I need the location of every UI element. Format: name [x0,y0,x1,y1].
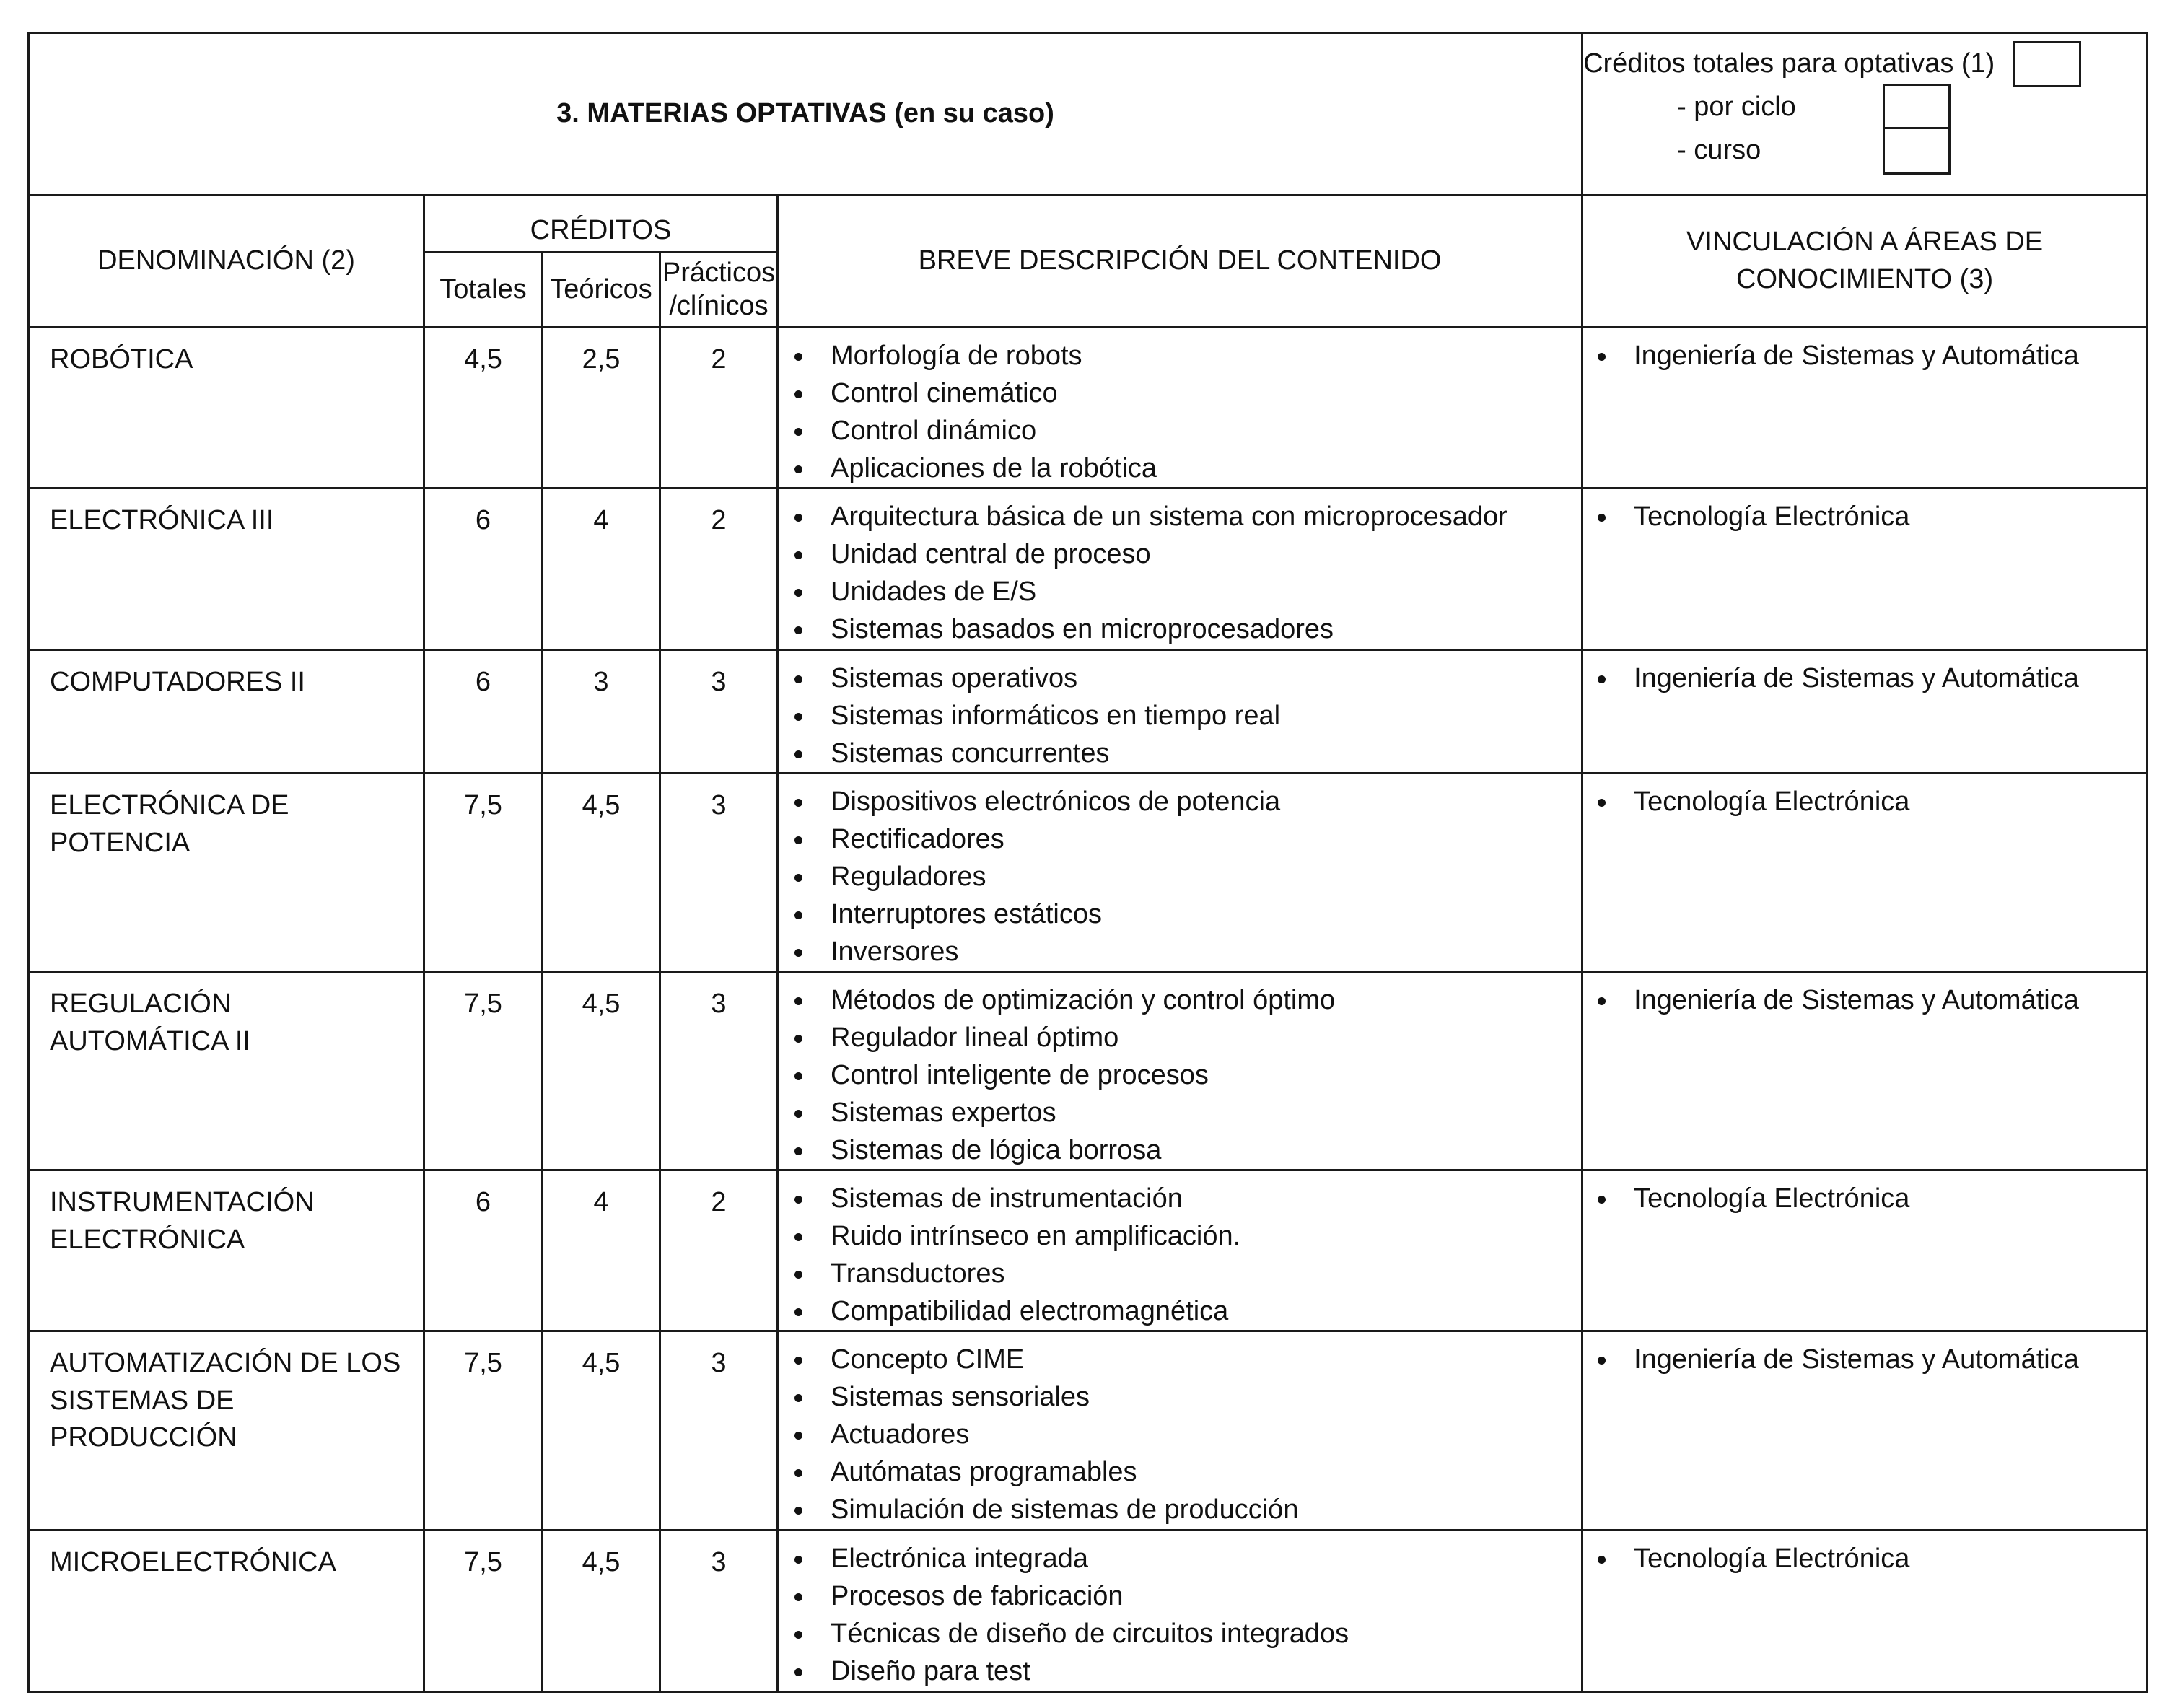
bullet-icon [794,1432,802,1440]
bullet-icon [794,514,802,522]
list-item [787,735,1575,772]
credits-practicos: 2 [660,1170,778,1331]
bullet-icon [1598,514,1606,522]
subject-name-line: REGULACIÓN [50,989,232,1019]
content-description [778,972,1582,1170]
area-list [1590,337,2140,375]
table-row [29,774,2148,972]
knowledge-area [1582,1331,2148,1530]
bullet-icon [794,1631,802,1639]
list-item [787,1131,1575,1169]
list-item [787,1255,1575,1292]
list-item [787,981,1575,1019]
credits-practicos: 3 [660,1331,778,1530]
area-text: Ingeniería de Sistemas y Automática [1634,985,2079,1015]
content-description [778,1530,1582,1692]
list-item [787,1491,1575,1528]
list-item-text: Control cinemático [831,378,1058,408]
creditos-totales-field[interactable] [2013,41,2081,87]
area-list [1590,660,2140,697]
bullet-icon [794,1072,802,1080]
list-item [787,933,1575,971]
area-list [1590,783,2140,820]
list-item [787,450,1575,487]
list-item-text: Unidad central de proceso [831,539,1151,569]
area-text: Ingeniería de Sistemas y Automática [1634,663,2079,693]
denominacion-header: DENOMINACIÓN (2) [29,196,424,328]
list-item [787,783,1575,820]
list-item-text: Sistemas expertos [831,1098,1056,1128]
content-list [787,783,1575,971]
credits-teoricos: 4,5 [543,972,660,1170]
bullet-icon [794,390,802,398]
list-item-text: Interruptores estáticos [831,899,1102,929]
content-description [778,774,1582,972]
list-item-text: Técnicas de diseño de circuitos integrados [831,1619,1349,1649]
list-item-text: Autómatas programables [831,1457,1137,1487]
list-item [787,1341,1575,1378]
list-item-text: Diseño para test [831,1656,1030,1686]
list-item-text: Sistemas concurrentes [831,738,1110,768]
bullet-icon [794,465,802,473]
credits-practicos: 3 [660,774,778,972]
credits-practicos: 2 [660,489,778,650]
list-item-text: Sistemas de lógica borrosa [831,1135,1162,1165]
credits-practicos: 3 [660,972,778,1170]
list-item [787,1094,1575,1131]
subject-name [29,1170,424,1331]
subject-name-line: AUTOMATIZACIÓN DE LOS [50,1348,401,1378]
table-row [29,1170,2148,1331]
bullet-icon [794,1357,802,1365]
bullet-icon [794,1233,802,1241]
subject-name-line: ROBÓTICA [50,344,193,375]
subject-name [29,650,424,774]
list-item [1590,1180,2140,1217]
list-item-text: Sistemas basados en microprocesadores [831,614,1334,644]
subject-name-line: PRODUCCIÓN [50,1422,237,1453]
knowledge-area [1582,1170,2148,1331]
list-item-text: Sistemas informáticos en tiempo real [831,701,1281,731]
area-list [1590,1540,2140,1577]
bullet-icon [794,428,802,436]
optativas-table [27,32,2148,1693]
bullet-icon [1598,353,1606,361]
list-item-text: Reguladores [831,862,986,892]
list-item-text: Concepto CIME [831,1344,1025,1375]
area-list [1590,981,2140,1019]
creditos-totales-box [1582,33,2148,196]
bullet-icon [1598,799,1606,807]
subject-name-line: AUTOMÁTICA II [50,1025,251,1056]
bullet-icon [1598,1196,1606,1204]
credits-totales: 7,5 [424,1530,543,1692]
list-item [787,1056,1575,1094]
bullet-icon [794,551,802,559]
list-item [787,1577,1575,1615]
credits-practicos: 3 [660,650,778,774]
content-list [787,337,1575,487]
area-text: Tecnología Electrónica [1634,787,1910,817]
list-item [1590,498,2140,535]
list-item [787,1615,1575,1652]
list-item [787,820,1575,858]
list-item [787,1378,1575,1416]
knowledge-area [1582,972,2148,1170]
list-item-text: Inversores [831,937,959,967]
list-item [787,895,1575,933]
bullet-icon [794,911,802,919]
bullet-icon [794,713,802,721]
list-item [787,660,1575,697]
list-item [787,1217,1575,1255]
title-row [29,33,2148,196]
bullet-icon [794,836,802,844]
bullet-icon [794,1147,802,1155]
content-list [787,498,1575,648]
list-item [787,1019,1575,1056]
subject-name-line: POTENCIA [50,827,191,858]
subject-name-line: ELECTRÓNICA III [50,505,274,535]
bullet-icon [794,799,802,807]
credits-practicos: 2 [660,328,778,489]
table-row [29,1331,2148,1530]
list-item-text: Métodos de optimización y control óptimo [831,985,1336,1015]
list-item [787,573,1575,610]
credits-teoricos: 4,5 [543,1331,660,1530]
list-item-text: Dispositivos electrónicos de potencia [831,787,1281,817]
bullet-icon [1598,1357,1606,1365]
descripcion-header: BREVE DESCRIPCIÓN DEL CONTENIDO [778,196,1582,328]
content-list [787,1341,1575,1528]
list-item [1590,660,2140,697]
list-item-text: Actuadores [831,1419,970,1450]
por-ciclo-label: - por ciclo [1677,92,1796,123]
bullet-icon [794,1394,802,1402]
bullet-icon [794,1308,802,1316]
bullet-icon [794,1593,802,1601]
list-item-text: Arquitectura básica de un sistema con microprocesador [831,502,1507,532]
list-item-text: Sistemas sensoriales [831,1382,1090,1412]
credits-practicos: 3 [660,1530,778,1692]
bullet-icon [1598,997,1606,1005]
teoricos-header: Teóricos [543,253,660,328]
content-list [787,1540,1575,1690]
bullet-icon [1598,1556,1606,1564]
list-item-text: Control inteligente de procesos [831,1060,1209,1090]
knowledge-area [1582,1530,2148,1692]
credits-teoricos: 4,5 [543,1530,660,1692]
vinculacion-header-line2: CONOCIMIENTO (3) [1736,264,1994,294]
table-row [29,650,2148,774]
list-item-text: Rectificadores [831,824,1004,854]
list-item [1590,981,2140,1019]
credits-totales: 6 [424,650,543,774]
area-text: Ingeniería de Sistemas y Automática [1634,1344,2079,1375]
area-text: Tecnología Electrónica [1634,1183,1910,1214]
list-item-text: Compatibilidad electromagnética [831,1296,1229,1326]
list-item-text: Aplicaciones de la robótica [831,453,1157,483]
credits-teoricos: 4 [543,489,660,650]
bullet-icon [794,1271,802,1279]
creditos-totales-label: Créditos totales para optativas (1) [1583,48,1995,79]
list-item [787,535,1575,573]
list-item [787,1652,1575,1690]
subject-name-line: MICROELECTRÓNICA [50,1547,336,1577]
credits-teoricos: 4 [543,1170,660,1331]
list-item [787,1540,1575,1577]
subject-name-line: INSTRUMENTACIÓN [50,1187,315,1217]
subject-name-line: ELECTRÓNICA DE [50,790,289,820]
list-item [787,498,1575,535]
bullet-icon [794,1668,802,1676]
subject-name [29,328,424,489]
bullet-icon [794,874,802,882]
credits-totales: 6 [424,489,543,650]
content-description [778,1331,1582,1530]
bullet-icon [794,949,802,957]
totales-header: Totales [424,253,543,328]
credits-teoricos: 2,5 [543,328,660,489]
column-header-row-1 [29,196,2148,253]
list-item-text: Procesos de fabricación [831,1581,1124,1611]
content-list [787,981,1575,1169]
knowledge-area [1582,328,2148,489]
list-item-text: Morfología de robots [831,341,1082,371]
list-item-text: Ruido intrínseco en amplificación. [831,1221,1241,1251]
subject-name-line: SISTEMAS DE [50,1385,235,1416]
curso-label: - curso [1677,135,1761,166]
vinculacion-header [1582,196,2148,328]
area-list [1590,1180,2140,1217]
table-row [29,1530,2148,1692]
bullet-icon [794,589,802,597]
bullet-icon [794,1196,802,1204]
content-list [787,1180,1575,1330]
list-item [787,1180,1575,1217]
credits-totales: 7,5 [424,972,543,1170]
bullet-icon [1598,675,1606,683]
list-item [1590,1341,2140,1378]
list-item-text: Sistemas operativos [831,663,1078,693]
list-item [787,1292,1575,1330]
subject-name-line: ELECTRÓNICA [50,1224,245,1255]
credits-totales: 7,5 [424,774,543,972]
bullet-icon [794,1035,802,1043]
list-item-text: Electrónica integrada [831,1543,1088,1574]
practicos-header [660,253,778,328]
creditos-header: CRÉDITOS [424,196,778,253]
list-item [1590,337,2140,375]
content-list [787,660,1575,772]
por-ciclo-field[interactable] [1883,84,1951,131]
bullet-icon [794,750,802,758]
bullet-icon [794,997,802,1005]
vinculacion-header-line1: VINCULACIÓN A ÁREAS DE [1686,227,2044,258]
list-item [787,375,1575,412]
curso-field[interactable] [1883,127,1951,175]
list-item [787,337,1575,375]
content-description [778,650,1582,774]
list-item [787,1416,1575,1453]
area-text: Ingeniería de Sistemas y Automática [1634,341,2079,371]
list-item [1590,1540,2140,1577]
list-item [1590,783,2140,820]
bullet-icon [794,1507,802,1515]
list-item-text: Control dinámico [831,416,1037,446]
list-item [787,697,1575,735]
knowledge-area [1582,774,2148,972]
subject-name [29,1331,424,1530]
bullet-icon [794,626,802,634]
credits-totales: 6 [424,1170,543,1331]
bullet-icon [794,1110,802,1118]
practicos-header-line2: /clínicos [669,290,769,321]
table-row [29,328,2148,489]
list-item-text: Transductores [831,1258,1005,1289]
bullet-icon [794,353,802,361]
area-list [1590,498,2140,535]
list-item [787,1453,1575,1491]
knowledge-area [1582,650,2148,774]
list-item [787,412,1575,450]
list-item-text: Simulación de sistemas de producción [831,1494,1299,1525]
bullet-icon [794,1469,802,1477]
credits-teoricos: 4,5 [543,774,660,972]
table-row [29,972,2148,1170]
section-title: 3. MATERIAS OPTATIVAS (en su caso) [29,33,1582,196]
subject-name [29,489,424,650]
subject-name [29,774,424,972]
subject-name [29,1530,424,1692]
credits-totales: 7,5 [424,1331,543,1530]
practicos-header-line1: Prácticos [662,257,776,288]
content-description [778,489,1582,650]
list-item [787,858,1575,895]
subject-name [29,972,424,1170]
knowledge-area [1582,489,2148,650]
subject-name-line: COMPUTADORES II [50,667,305,697]
area-text: Tecnología Electrónica [1634,1543,1910,1574]
area-list [1590,1341,2140,1378]
content-description [778,1170,1582,1331]
bullet-icon [794,675,802,683]
table-row [29,489,2148,650]
list-item [787,610,1575,648]
list-item-text: Sistemas de instrumentación [831,1183,1183,1214]
content-description [778,328,1582,489]
list-item-text: Regulador lineal óptimo [831,1022,1119,1053]
list-item-text: Unidades de E/S [831,577,1037,607]
bullet-icon [794,1556,802,1564]
area-text: Tecnología Electrónica [1634,502,1910,532]
credits-teoricos: 3 [543,650,660,774]
optativas-sheet [27,32,2146,1684]
credits-totales: 4,5 [424,328,543,489]
